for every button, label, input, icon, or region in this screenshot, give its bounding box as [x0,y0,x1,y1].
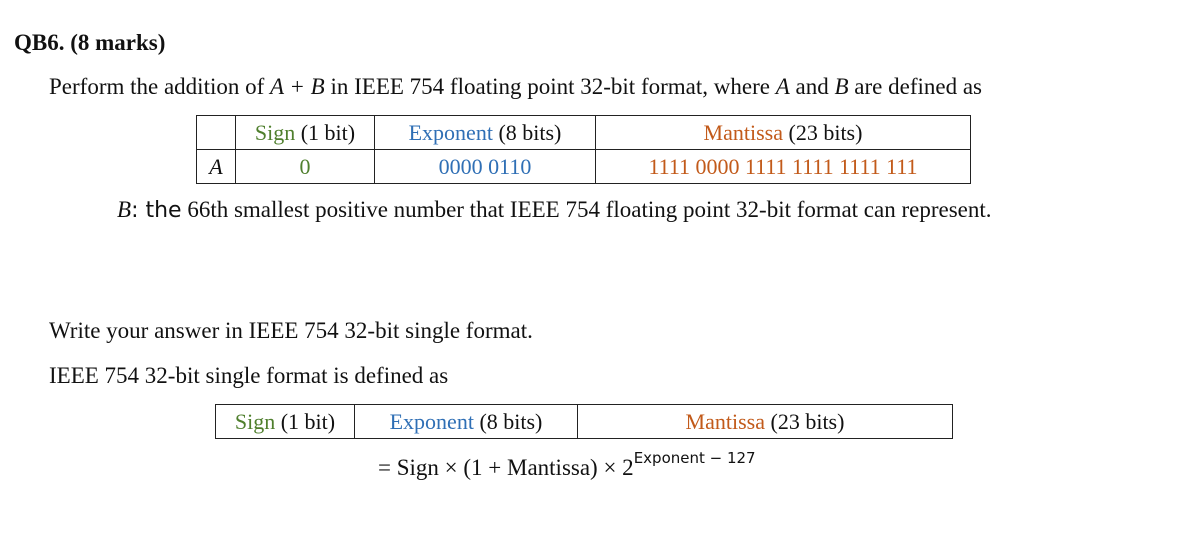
format-defined-text: IEEE 754 32-bit single format is defined as [49,363,449,388]
a-exponent-bits: 0000 0110 [375,150,596,184]
b-description: 66th smallest positive number that IEEE 754 floating point 32-bit format can represent. [181,197,992,222]
b-colon-the: : the [131,198,182,223]
format-table [215,404,953,439]
b-definition [117,197,992,223]
header-mantissa-cell: Mantissa (23 bits) [596,116,971,150]
header-exponent-cell: Exponent (8 bits) [375,116,596,150]
question-title: QB6. (8 marks) [14,30,166,55]
intro-part1: Perform the addition of [49,74,271,99]
intro-part3: are defined as [848,74,982,99]
value-a-header-row [197,116,971,150]
intro-expression: A + B [270,74,325,99]
row-label-a: A [197,150,236,184]
instruction-text: Write your answer in IEEE 754 32-bit single format. [49,318,533,343]
format-exponent-cell: Exponent (8 bits) [355,405,578,439]
intro-part2: in IEEE 754 floating point 32-bit format, where [324,74,776,99]
format-sign-cell: Sign (1 bit) [216,405,355,439]
intro-line [49,74,982,100]
format-mantissa-cell: Mantissa (23 bits) [578,405,953,439]
intro-var-b: B [834,74,849,99]
a-mantissa-bits: 1111 0000 1111 1111 1111 111 [596,150,971,184]
intro-var-a: A [775,74,790,99]
header-sign-cell: Sign (1 bit) [236,116,375,150]
format-header-row [216,405,953,439]
b-label: B [117,197,132,222]
value-formula [378,449,756,481]
formula-exponent: Exponent − 127 [633,449,756,467]
intro-and: and [789,74,835,99]
a-sign-bit: 0 [236,150,375,184]
value-a-row [197,150,971,184]
formula-main: = Sign × (1 + Mantissa) × 2 [378,455,634,480]
header-empty-cell [197,116,236,150]
value-a-table [196,115,971,184]
